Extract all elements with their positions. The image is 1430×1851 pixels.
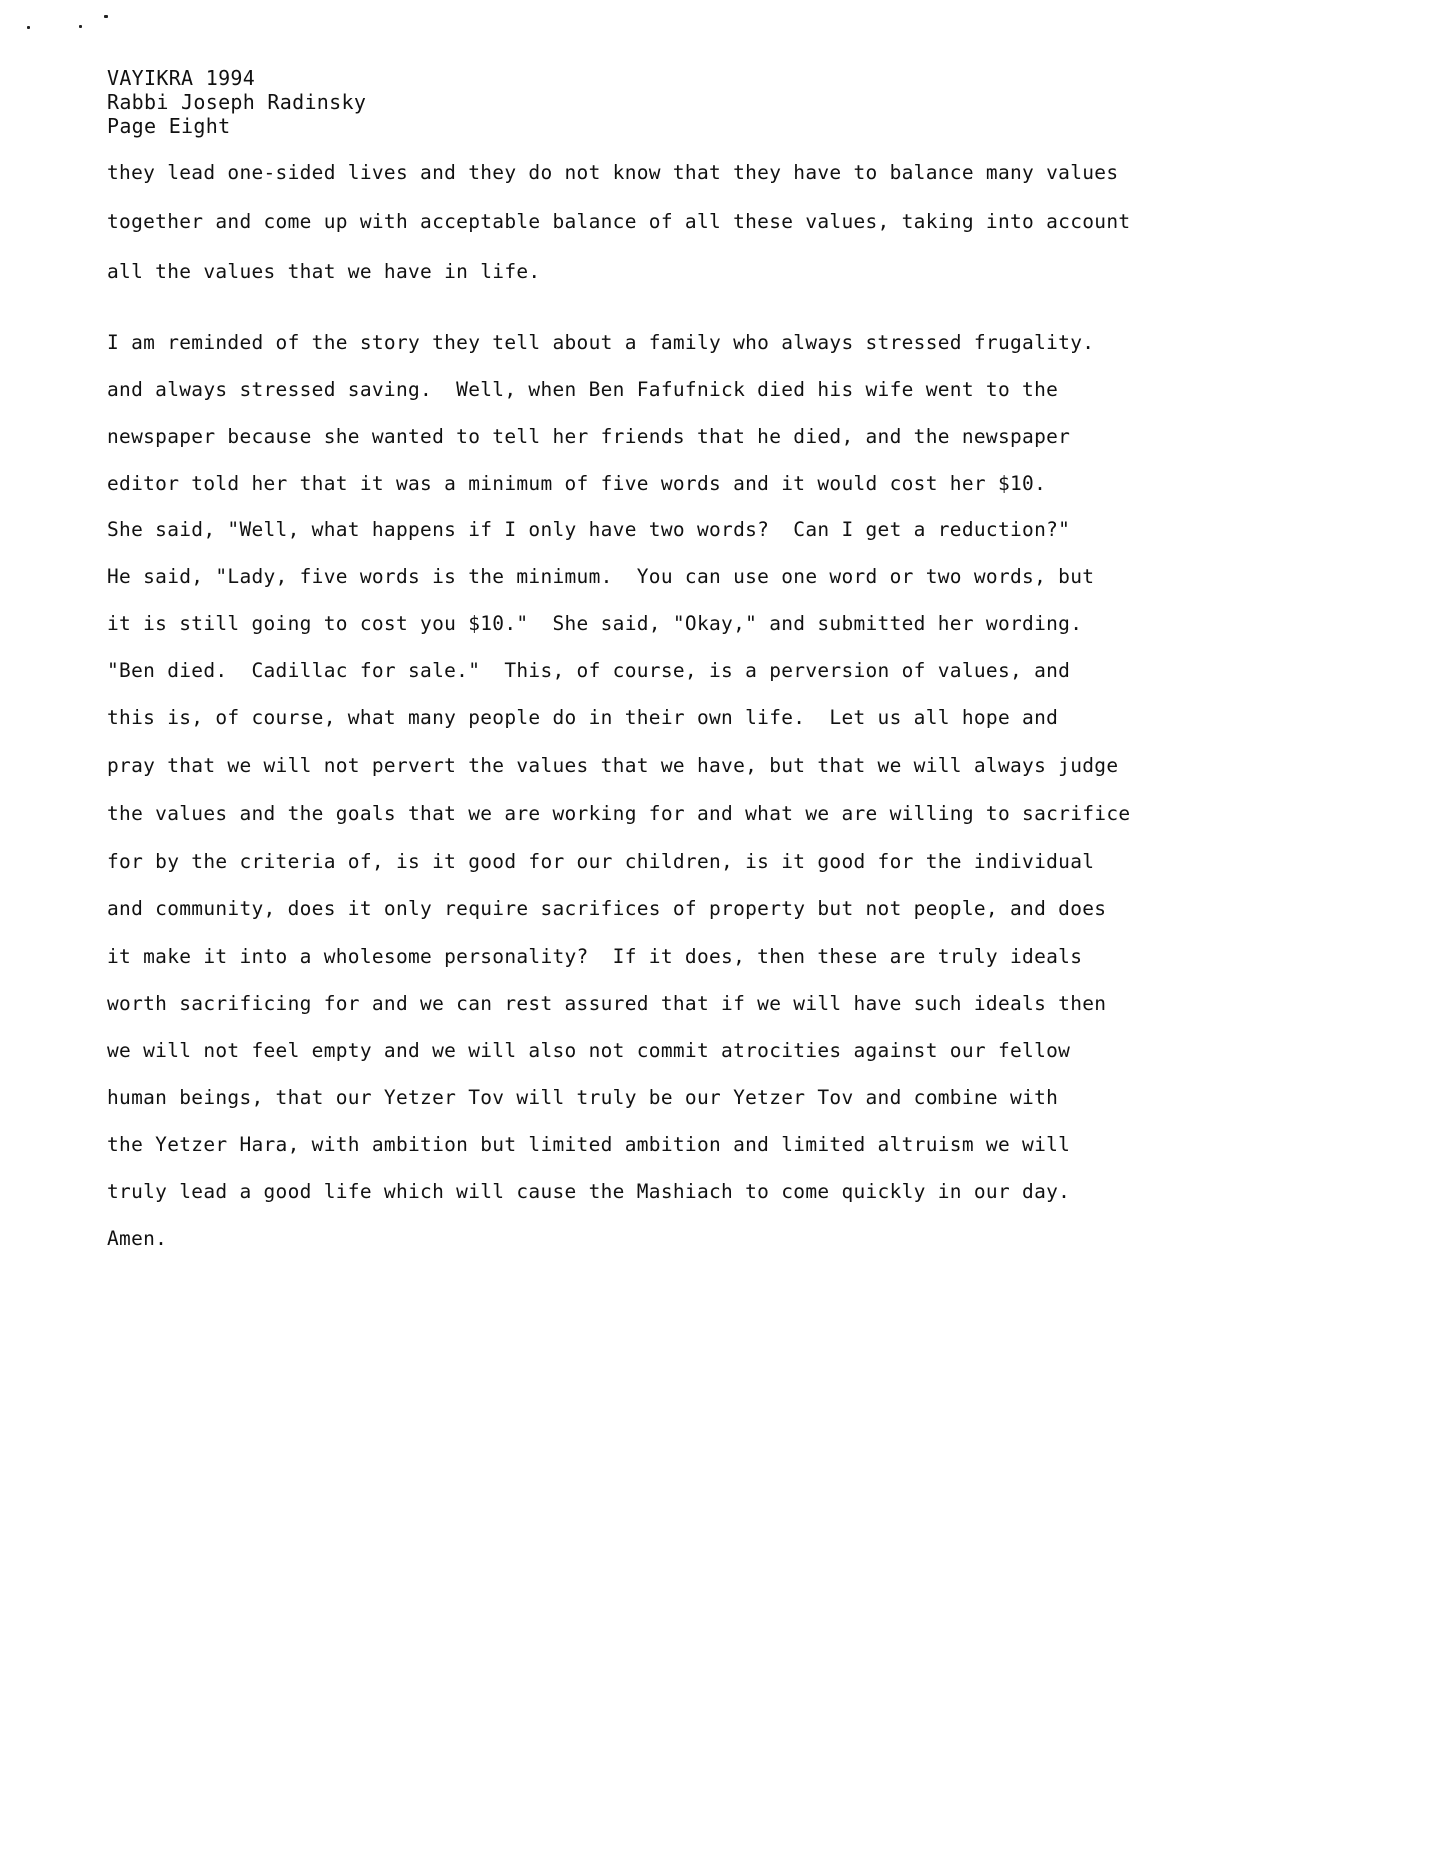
scan-speck	[79, 25, 82, 28]
page-label: Page Eight	[107, 114, 231, 138]
text-line: for by the criteria of, is it good for our children, is it good for the individual	[107, 850, 1095, 873]
text-line: newspaper because she wanted to tell her friends that he died, and the newspaper	[107, 425, 1071, 448]
document-author: Rabbi Joseph Radinsky	[107, 90, 367, 114]
document-title: VAYIKRA 1994	[107, 66, 256, 90]
text-line: the Yetzer Hara, with ambition but limited ambition and limited altruism we will	[107, 1133, 1071, 1156]
text-line: I am reminded of the story they tell about a family who always stressed frugality.	[107, 331, 1095, 354]
text-line: "Ben died. Cadillac for sale." This, of course, is a perversion of values, and	[107, 659, 1071, 682]
text-line: it is still going to cost you $10." She said, "Okay," and submitted her wording.	[107, 612, 1083, 635]
text-line: and community, does it only require sacrifices of property but not people, and does	[107, 897, 1107, 920]
text-line: pray that we will not pervert the values that we have, but that we will always judge	[107, 754, 1119, 777]
text-line: we will not feel empty and we will also not commit atrocities against our fellow	[107, 1039, 1071, 1062]
text-line: this is, of course, what many people do in their own life. Let us all hope and	[107, 706, 1059, 729]
text-line: all the values that we have in life.	[107, 260, 541, 283]
scan-speck	[104, 15, 108, 18]
text-line: together and come up with acceptable balance of all these values, taking into account	[107, 210, 1131, 233]
text-line: She said, "Well, what happens if I only have two words? Can I get a reduction?"	[107, 518, 1071, 541]
text-line: truly lead a good life which will cause the Mashiach to come quickly in our day.	[107, 1180, 1071, 1203]
text-line: Amen.	[107, 1227, 168, 1250]
text-line: human beings, that our Yetzer Tov will truly be our Yetzer Tov and combine with	[107, 1086, 1059, 1109]
text-line: the values and the goals that we are working for and what we are willing to sacrifice	[107, 802, 1131, 825]
text-line: and always stressed saving. Well, when Ben Fafufnick died his wife went to the	[107, 378, 1059, 401]
text-line: editor told her that it was a minimum of five words and it would cost her $10.	[107, 472, 1047, 495]
text-line: it make it into a wholesome personality? If it does, then these are truly ideals	[107, 945, 1083, 968]
scan-speck	[27, 26, 30, 29]
text-line: He said, "Lady, five words is the minimum. You can use one word or two words, but	[107, 565, 1095, 588]
text-line: worth sacrificing for and we can rest assured that if we will have such ideals then	[107, 992, 1107, 1015]
text-line: they lead one-sided lives and they do not know that they have to balance many values	[107, 161, 1119, 184]
